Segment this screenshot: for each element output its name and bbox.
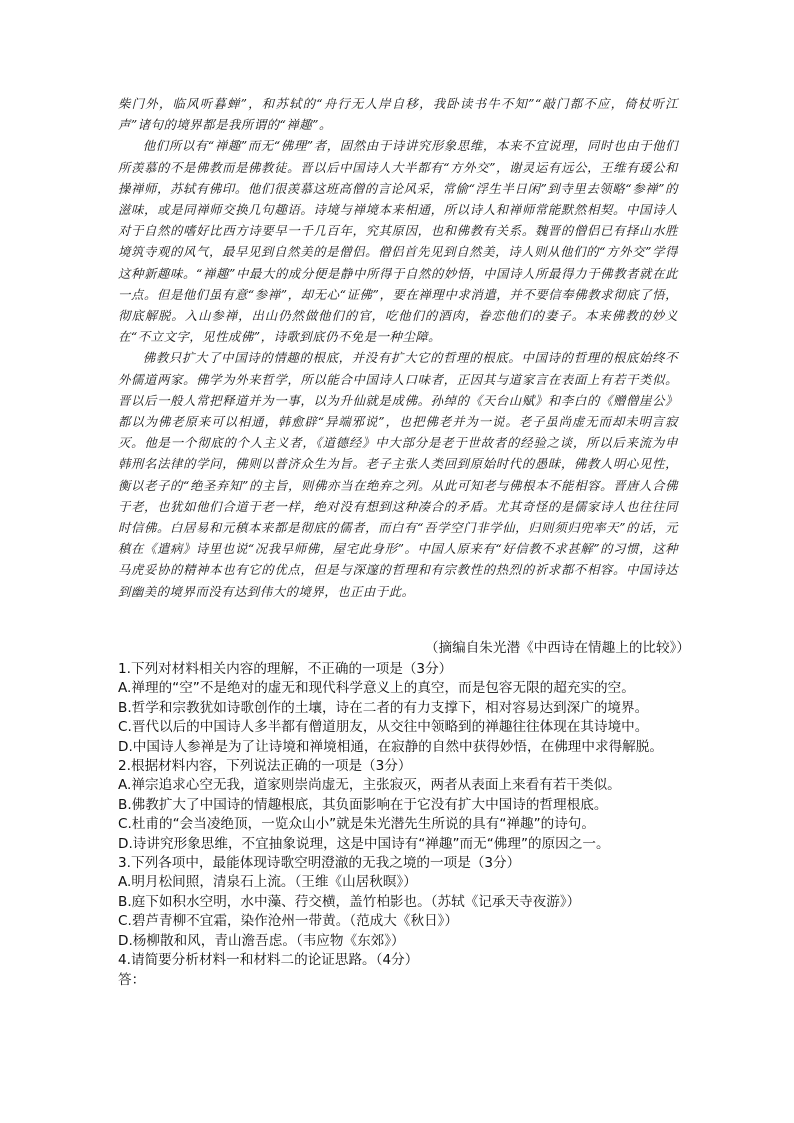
question-option: B.庭下如积水空明，水中藻、荇交横，盖竹柏影也。（苏轼《记承天寺夜游》） xyxy=(118,893,581,910)
question-list xyxy=(118,660,698,990)
question-option: C.杜甫的“会当凌绝顶，一览众山小”就是朱光潜先生所说的具有“禅趣”的诗句。 xyxy=(118,816,595,833)
question-option: D.杨柳散和风，青山澹吾虑。（韦应物《东郊》） xyxy=(118,932,405,949)
question-stem: 2.根据材料内容，下列说法正确的一项是（3分） xyxy=(118,758,412,775)
passage-paragraph: 他们所以有“禅趣”而无“佛理”者，固然由于诗讲究形象思维，本来不宜说理，同时也由于他们所羡慕的不是佛教而是佛教徒。晋以后中国诗人大半都有“方外交”，谢灵运有远公，王维有瑗公和操禅师，苏轼有佛印。他们很羡慕这班高僧的言论风采，常偷“浮生半日闲”到寺里去领略“参禅”的滋味，或是同禅师交换几句趣语。诗境与禅境本来相通，所以诗人和禅师常能默然相契。中国诗人对于自然的嗜好比西方诗要早一千几百年，究其原因，也和佛教有关系。魏晋的僧侣已有择山水胜境筑寺观的风气，最早见到自然美的是僧侣。僧侣首先见到自然美，诗人则从他们的“方外交”学得这种新趣味。“禅趣”中最大的成分便是静中所得于自然的妙悟，中国诗人所最得力于佛教者就在此一点。但是他们虽有意“参禅”，却无心“证佛”，要在禅理中求消遣，并不要信奉佛教求彻底了悟，彻底解脱。入山参禅，出山仍然做他们的官，吃他们的酒肉，眷恋他们的妻子。本来佛教的妙义在“不立文字，见性成佛”，诗歌到底仍不免是一种尘障。 xyxy=(118,138,678,345)
question-option: C.晋代以后的中国诗人多半都有僧道朋友，从交往中领略到的禅趣往往体现在其诗境中。 xyxy=(118,719,649,736)
question-option: D.诗讲究形象思维，不宜抽象说理，这是中国诗有“禅趣”而无“佛理”的原因之一。 xyxy=(118,835,610,852)
question-option: B.哲学和宗教犹如诗歌创作的土壤，诗在二者的有力支撑下，相对容易达到深广的境界。 xyxy=(118,699,649,716)
question-stem: 4.请简要分析材料一和材料二的论证思路。（4分） xyxy=(118,952,419,969)
question-stem: 3.下列各项中，最能体现诗歌空明澄澈的无我之境的一项是（3分） xyxy=(118,855,521,872)
question-stem: 1.下列对材料相关内容的理解，不正确的一项是（3分） xyxy=(118,661,453,677)
answer-label: 答： xyxy=(118,971,146,988)
question-option: B.佛教扩大了中国诗的情趣根底，其负面影响在于它没有扩大中国诗的哲理根底。 xyxy=(118,796,608,813)
question-option: A.禅理的“空”不是绝对的虚无和现代科学意义上的真空，而是包容无限的超充实的空。 xyxy=(118,680,635,697)
question-option: A.禅宗追求心空无我，道家则崇尚虚无，主张寂灭，两者从表面上来看有若干类似。 xyxy=(118,777,621,794)
question-option: A.明月松间照，清泉石上流。（王维《山居秋暝》） xyxy=(118,874,417,891)
passage-paragraph: 佛教只扩大了中国诗的情趣的根底，并没有扩大它的哲理的根底。中国诗的哲理的根底始终不外儒道两家。佛学为外来哲学，所以能合中国诗人口味者，正因其与道家言在表面上有若干类似。晋以后一般人常把释道并为一事，以为升仙就是成佛。孙绰的《天台山赋》和李白的《赠僧崖公》都以为佛老原来可以相通，韩愈辟“异端邪说”，也把佛老并为一说。老子虽尚虚无而却未明言寂灭。他是一个彻底的个人主义者，《道德经》中大部分是老于世故者的经验之谈，所以后来流为申韩刑名法律的学问，佛则以普济众生为旨。老子主张人类回到原始时代的愚昧，佛教人明心见性，衡以老子的“绝圣弃知”的主旨，则佛亦当在绝弃之列。从此可知老与佛根本不能相容。晋唐人合佛于老，也犹如他们合道于老一样，绝对没有想到这种凑合的矛盾。尤其奇怪的是儒家诗人也往往同时信佛。白居易和元稹本来都是彻底的儒者，而白有“吾学空门非学仙，归则须归兜率天”的话，元稹在《遣病》诗里也说“况我早师佛，屋宅此身形”。中国人原来有“好信教不求甚解”的习惯，这种马虎妥协的精神本也有它的优点，但是与深邃的哲理和有宗教性的热烈的祈求都不相容。中国诗达到幽美的境界而没有达到伟大的境界，也正由于此。 xyxy=(118,350,678,599)
reading-passage xyxy=(118,93,678,602)
passage-source: （摘编自朱光潜《中西诗在情趣上的比较》） xyxy=(424,640,690,656)
passage-paragraph: 柴门外，临风听暮蝉”，和苏轼的“舟行无人岸自移，我卧读书牛不知”“敲门都不应，倚杖听江声”诸句的境界都是我所谓的“禅趣”。 xyxy=(118,96,678,133)
question-option: C.碧芦青柳不宜霜，染作沧州一带黄。（范成大《秋日》） xyxy=(118,913,459,930)
question-option: D.中国诗人参禅是为了让诗境和禅境相通，在寂静的自然中获得妙悟，在佛理中求得解脱。 xyxy=(118,738,663,755)
